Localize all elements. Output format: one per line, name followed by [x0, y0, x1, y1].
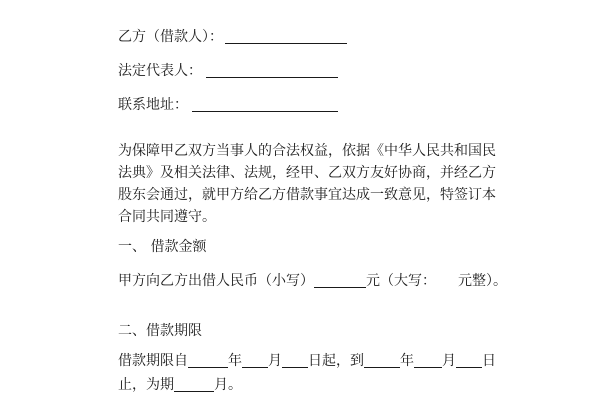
- term-from-label: 借款期限自: [118, 353, 188, 369]
- section-1-text-a: 甲方向乙方出借人民币（小写）: [118, 273, 314, 289]
- end-month-blank[interactable]: [414, 353, 442, 368]
- day-to-label: 日起，到: [308, 353, 364, 369]
- section-2-line-2: [118, 376, 242, 394]
- year-label: 年: [228, 353, 242, 369]
- preamble-paragraph: 为保障甲乙双方当事人的合法权益，依据《中华人民共和国民法典》及相关法律、法规，经甲、乙双方友好协商，并经乙方股东会通过，就甲方给乙方借款事宜达成一致意见，特签订本合同共同遵守。: [118, 143, 496, 225]
- end-day-label: 日: [482, 353, 496, 369]
- address-line: [118, 96, 338, 114]
- start-month-blank[interactable]: [242, 353, 268, 368]
- address-blank[interactable]: [192, 97, 338, 112]
- start-day-blank[interactable]: [282, 353, 308, 368]
- end-day-blank[interactable]: [456, 353, 482, 368]
- end-month-label: 月: [442, 353, 456, 369]
- section-1-line: [118, 272, 507, 290]
- section-1-heading: 一、 借款金额: [118, 239, 207, 255]
- section-1-text-c: 元整）。: [458, 273, 507, 289]
- party-b-blank[interactable]: [225, 29, 347, 44]
- section-1-text-b: 元（大写：: [366, 273, 436, 289]
- legal-rep-label: 法定代表人：: [118, 63, 202, 79]
- end-year-label: 年: [400, 353, 414, 369]
- end-year-blank[interactable]: [364, 353, 400, 368]
- party-b-label: 乙方（借款人）：: [118, 29, 223, 45]
- address-label: 联系地址：: [118, 97, 188, 113]
- duration-months-blank[interactable]: [174, 377, 214, 392]
- start-year-blank[interactable]: [188, 353, 228, 368]
- section-2-heading: 二、借款期限: [118, 323, 202, 339]
- legal-rep-line: [118, 62, 338, 80]
- months-unit-label: 月。: [214, 377, 242, 393]
- legal-rep-blank[interactable]: [206, 63, 338, 78]
- month-label: 月: [268, 353, 282, 369]
- party-b-line: [118, 28, 347, 46]
- duration-label: 止，为期: [118, 377, 174, 393]
- amount-lowercase-blank[interactable]: [314, 273, 366, 288]
- section-2-line-1: [118, 352, 496, 370]
